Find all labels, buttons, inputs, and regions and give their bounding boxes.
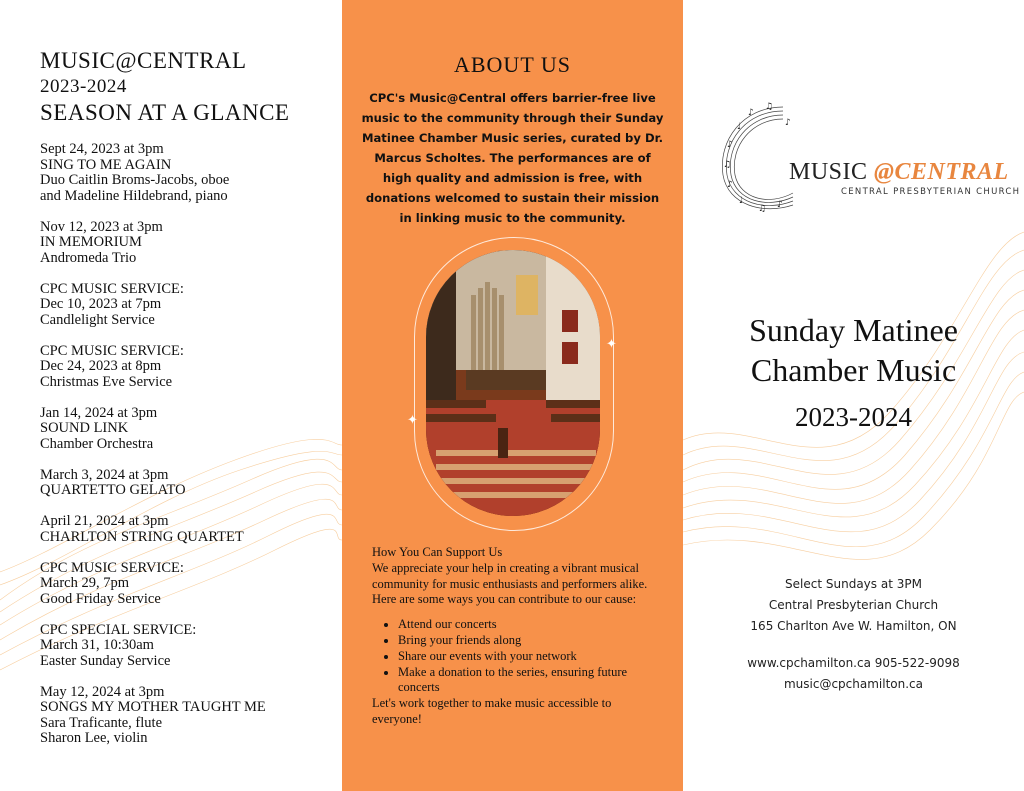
support-heading: How You Can Support Us [372,545,503,559]
event-item [40,282,330,329]
logo-music: MUSIC [789,159,875,185]
event-item [40,514,330,545]
cover-panel [683,0,1024,791]
event-line: Andromeda Trio [40,249,137,266]
event-line: Christmas Eve Service [40,373,173,390]
svg-text:♩: ♩ [737,122,742,132]
schedule-text: Select Sundays at 3PM [785,577,922,591]
series-years: 2023-2024 [795,402,912,432]
support-item: • Make a donation to the series, ensuring future concerts [398,665,662,697]
support-intro: We appreciate your help in creating a vibrant musical community for music enthusiasts and performers alike. Here are some ways you can contribute to our cause: [372,560,648,607]
event-line: Easter Sunday Service [40,652,171,669]
event-line: CPC MUSIC SERVICE: [40,342,184,359]
support-closing: Let's work together to make music accessible to everyone! [372,696,612,726]
event-line: Sharon Lee, violin [40,730,148,746]
event-line: SONGS MY MOTHER TAUGHT ME [40,699,266,715]
sparkle-icon: ✦ [407,413,418,428]
venue-text: Central Presbyterian Church [768,598,939,612]
series-title-line1: Sunday Matinee [749,312,958,348]
season-title [40,48,289,126]
event-line: QUARTETTO GELATO [40,482,186,498]
event-line: SOUND LINK [40,420,129,436]
event-line: and Madeline Hildebrand, piano [40,187,228,204]
event-line: Dec 10, 2023 at 7pm [40,296,162,312]
svg-text:♫: ♫ [723,160,732,170]
svg-text:♪: ♪ [748,108,754,118]
event-item [40,220,330,267]
svg-text:♪: ♪ [785,118,791,128]
about-title: ABOUT US [453,52,571,77]
sparkle-icon: ✦ [606,337,617,352]
svg-text:♫: ♫ [765,102,774,112]
logo-subtitle: CENTRAL PRESBYTERIAN CHURCH [841,187,1021,197]
event-line: CPC SPECIAL SERVICE: [40,621,197,638]
about-text: CPC's Music@Central offers barrier-free live music to the community through their Sunday Matinee Chamber Music series, curated by Dr. Marcus Scholtes. The performances are of high quality and admission is free, with donations welcomed to sustain their mission in linking music to the community. [361,91,664,225]
svg-text:♪: ♪ [727,180,733,190]
support-item: • Share our events with your network [398,649,662,665]
about-panel [342,0,683,791]
event-line: Good Friday Service [40,590,161,607]
event-line: Candlelight Service [40,311,155,328]
support-item: • Bring your friends along [398,633,662,649]
event-line: CPC MUSIC SERVICE: [40,559,184,576]
season-title-brand: MUSIC@CENTRAL [40,48,247,73]
support-list [372,617,662,696]
event-item [40,142,330,204]
event-line: Duo Caitlin Broms-Jacobs, oboe [40,172,230,188]
event-line: Jan 14, 2024 at 3pm [40,404,158,421]
event-item [40,561,330,608]
event-line: CHARLTON STRING QUARTET [40,528,244,545]
svg-text:♪: ♪ [777,200,783,210]
event-line: CPC MUSIC SERVICE: [40,280,184,297]
church-interior-image [426,250,600,516]
event-item [40,406,330,453]
season-title-heading: SEASON AT A GLANCE [40,100,290,125]
series-title [683,310,1024,437]
church-interior-photo [426,250,600,516]
event-item [40,623,330,670]
email-text: music@cpchamilton.ca [783,677,924,691]
event-line: March 3, 2024 at 3pm [40,466,169,483]
address-text: 165 Charlton Ave W. Hamilton, ON [750,619,957,633]
season-title-years: 2023-2024 [40,76,127,97]
event-line: May 12, 2024 at 3pm [40,683,165,700]
event-line: Sara Traficante, flute [40,714,163,731]
event-line: Nov 12, 2023 at 3pm [40,218,163,235]
svg-text:♩: ♩ [739,196,744,206]
event-line: IN MEMORIUM [40,234,142,250]
music-central-logo [703,95,1021,225]
event-line: March 31, 10:30am [40,637,154,653]
event-list [40,142,330,762]
event-item [40,344,330,391]
logo-wordmark [789,159,1009,186]
event-line: Dec 24, 2023 at 8pm [40,358,162,374]
season-panel [0,0,342,791]
support-section [372,545,662,728]
event-line: March 29, 7pm [40,575,129,591]
website-phone-text: www.cpchamilton.ca 905-522-9098 [747,656,960,670]
event-line: Chamber Orchestra [40,435,154,452]
logo-at-central: @CENTRAL [874,159,1009,185]
svg-text:♪: ♪ [727,140,733,150]
event-line: Sept 24, 2023 at 3pm [40,141,164,157]
contact-info [683,574,1024,695]
event-item [40,685,330,747]
support-item: • Attend our concerts [398,617,662,633]
event-item [40,468,330,499]
event-line: SING TO ME AGAIN [40,156,172,173]
series-title-line2: Chamber Music [750,352,957,388]
svg-text:♫: ♫ [758,204,767,214]
event-line: April 21, 2024 at 3pm [40,513,169,529]
